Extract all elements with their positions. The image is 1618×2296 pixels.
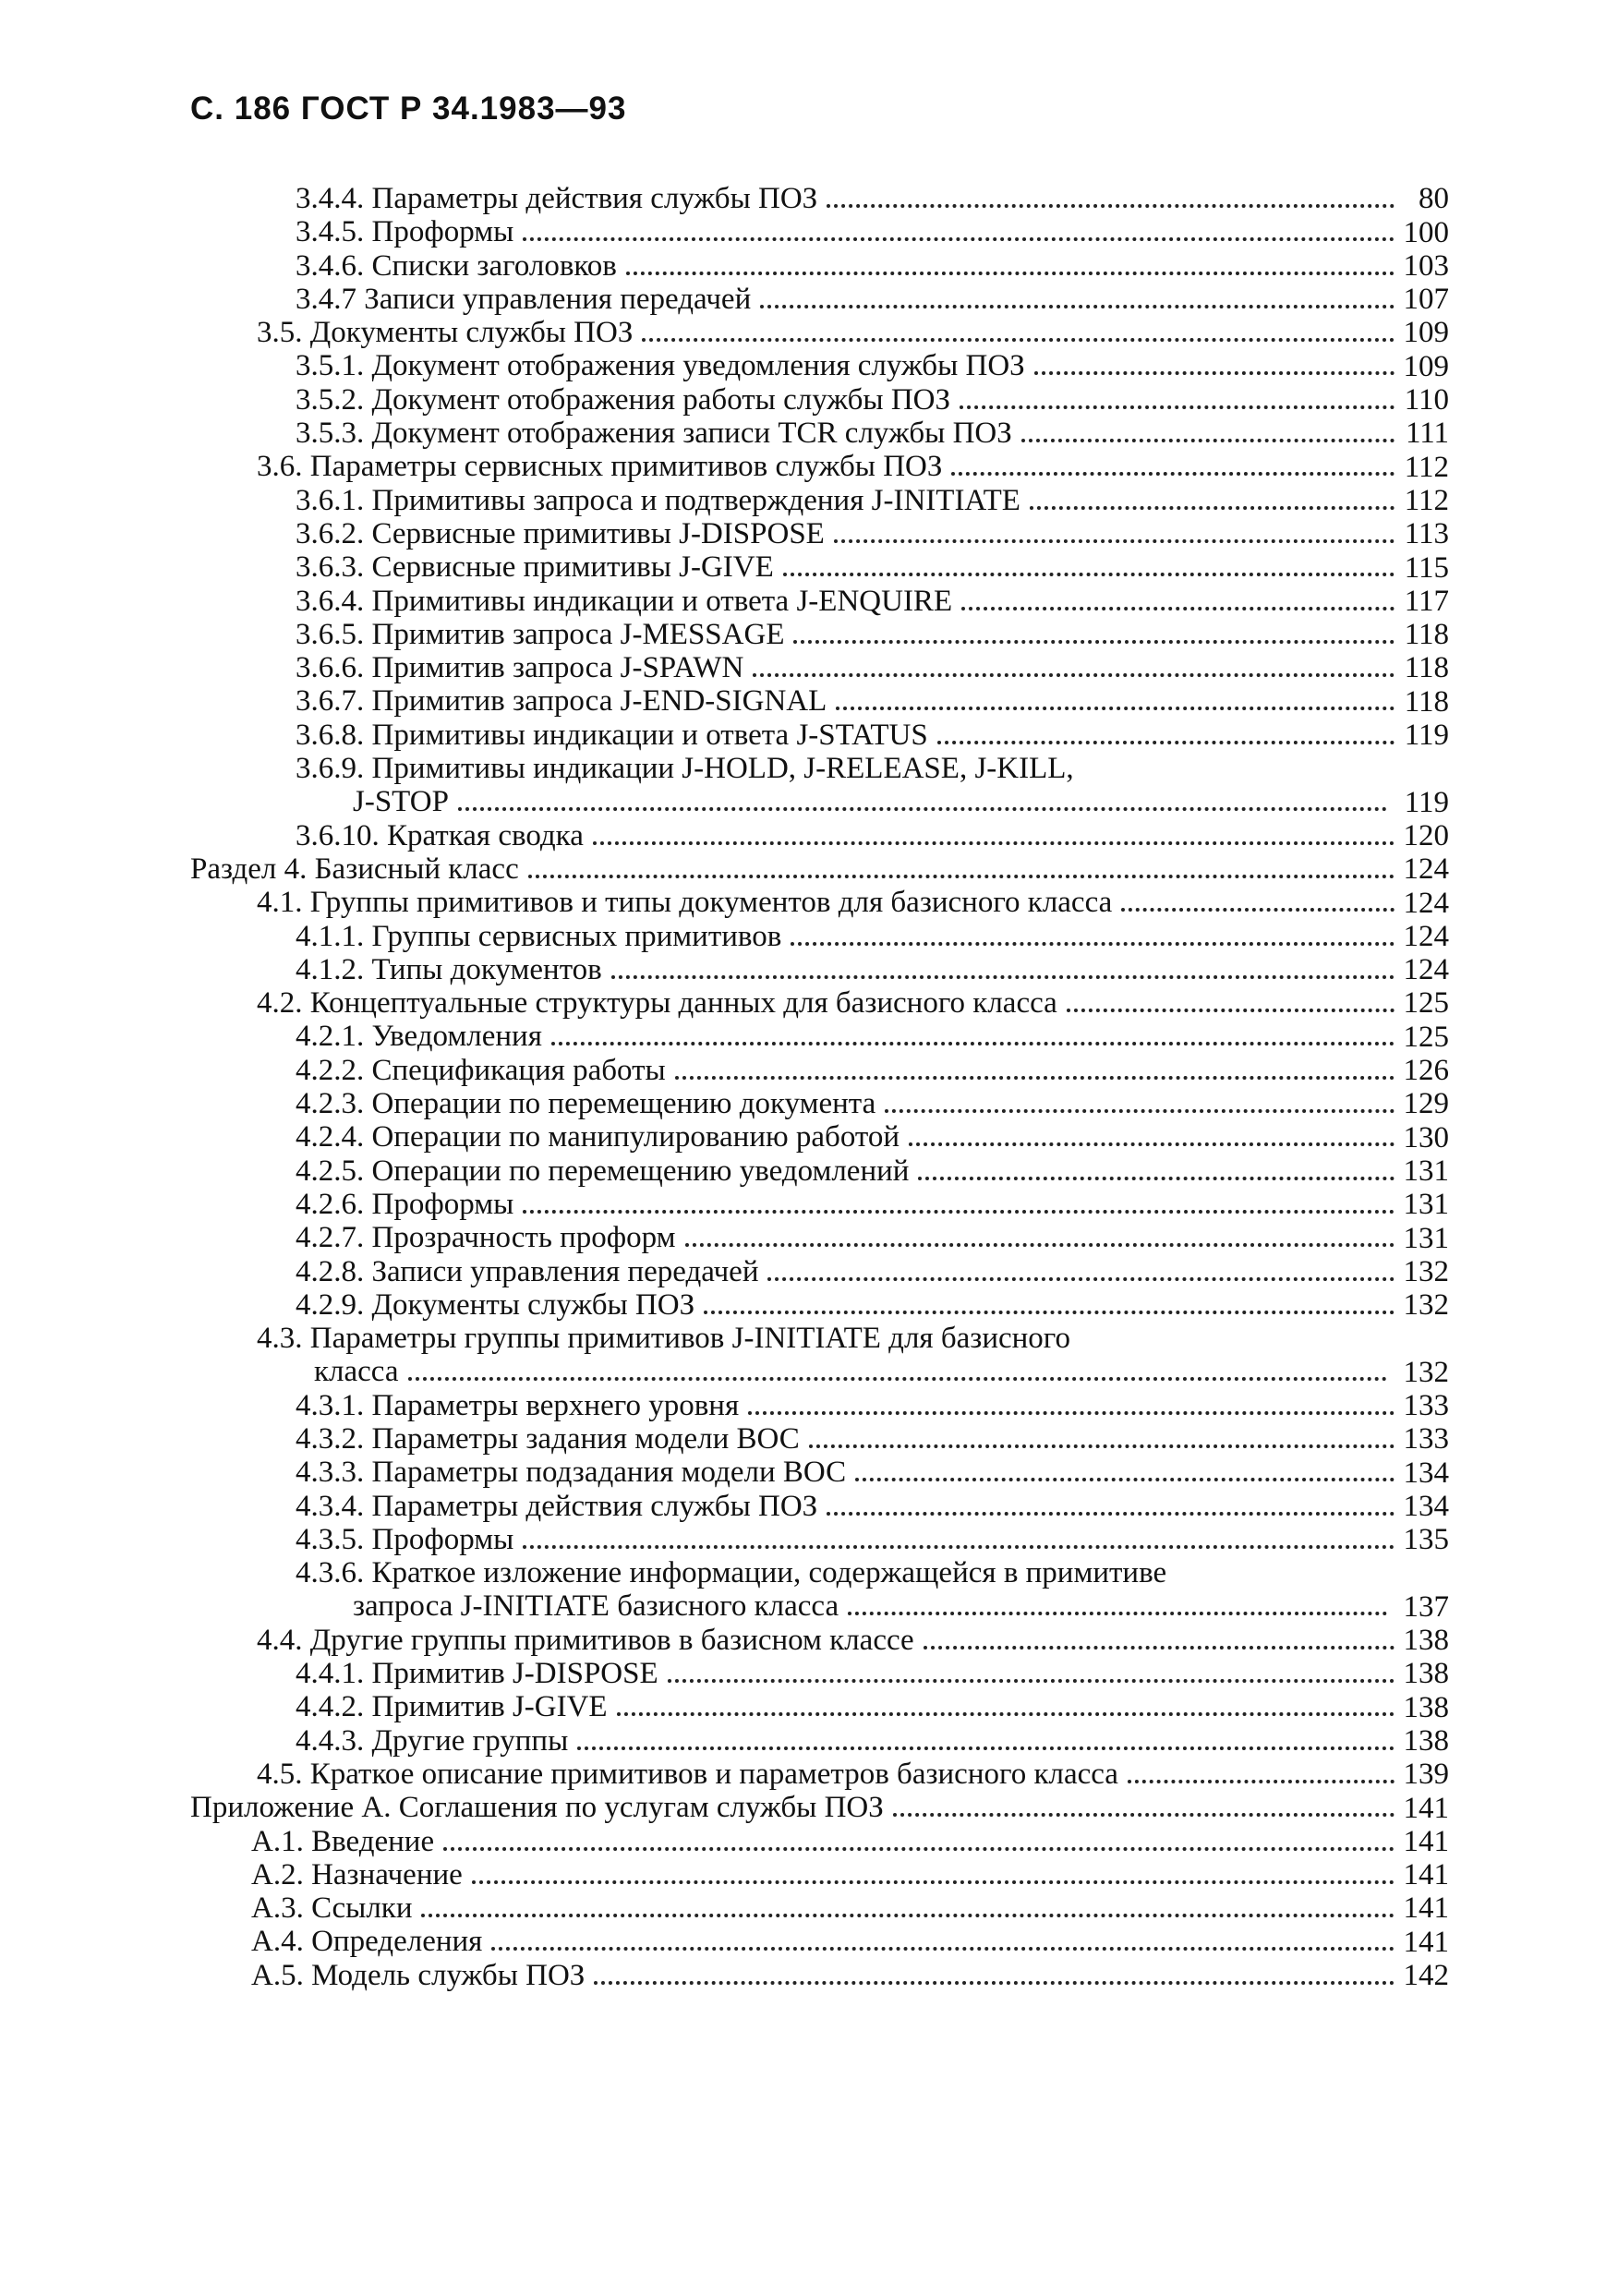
toc-entry-title: 4.2.5. Операции по перемещению уведомлений: [296, 1154, 910, 1188]
toc-entry[interactable]: [0, 1556, 1618, 1624]
toc-entry-title: 3.6.10. Краткая сводка: [296, 818, 584, 852]
dot-leader: [951, 472, 1395, 476]
toc-page-number: 132: [1403, 1288, 1449, 1323]
toc-entry-title: 4.4.3. Другие группы: [296, 1723, 569, 1758]
toc-entry[interactable]: [0, 618, 1618, 651]
toc-entry[interactable]: [0, 1858, 1618, 1891]
dot-leader: [834, 539, 1395, 543]
toc-page-number: 80: [1419, 182, 1449, 216]
dot-leader: [408, 1377, 1388, 1381]
dot-leader: [827, 1512, 1395, 1516]
dot-leader: [685, 1243, 1395, 1247]
toc-entry[interactable]: [0, 1120, 1618, 1154]
toc-entry-title-line2: запроса J-INITIATE базисного класса: [353, 1589, 839, 1624]
toc-entry-title: 4.4. Другие группы примитивов в базисном классе: [257, 1623, 914, 1657]
dot-leader: [791, 942, 1395, 946]
toc-entry[interactable]: [0, 1288, 1618, 1322]
toc-entry-title: 4.4.1. Примитив J-DISPOSE: [296, 1657, 658, 1691]
dot-leader: [528, 875, 1395, 878]
toc-entry[interactable]: [0, 684, 1618, 718]
dot-leader: [458, 807, 1387, 811]
toc-entry-title: 3.4.5. Проформы: [296, 215, 514, 249]
dot-leader: [626, 272, 1395, 275]
toc-entry[interactable]: [0, 283, 1618, 316]
toc-page-number: 124: [1403, 886, 1449, 920]
toc-page-number: 129: [1403, 1087, 1449, 1121]
dot-leader: [753, 673, 1395, 677]
toc-entry[interactable]: [0, 719, 1618, 752]
toc-entry[interactable]: [0, 886, 1618, 919]
dot-leader: [443, 1847, 1395, 1851]
toc-page-number: 138: [1403, 1690, 1449, 1724]
toc-entry-title: 4.2.2. Спецификация работы: [296, 1053, 666, 1087]
toc-entry[interactable]: [0, 1959, 1618, 1992]
toc-entry[interactable]: [0, 383, 1618, 417]
toc-page-number: 118: [1404, 651, 1449, 685]
toc-entry-title-line1: 3.6.9. Примитивы индикации J-HOLD, J-RELEASE, J-KILL,: [296, 752, 1074, 786]
toc-page-number: 134: [1403, 1489, 1449, 1523]
dot-leader: [668, 1679, 1395, 1683]
toc-entry[interactable]: [0, 1188, 1618, 1221]
toc-entry-title: 4.2. Концептуальные структуры данных для базисного класса: [257, 986, 1057, 1021]
toc-page-number: 103: [1403, 248, 1449, 283]
toc-page-number: 111: [1405, 417, 1449, 451]
toc-page-number: 118: [1404, 684, 1449, 719]
toc-entry-title: 3.5.2. Документ отображения работы службы ПОЗ: [296, 382, 951, 417]
toc-entry-title: 4.3.1. Параметры верхнего уровня: [296, 1388, 740, 1422]
toc-page-number: 110: [1404, 383, 1449, 417]
toc-entry[interactable]: [0, 953, 1618, 986]
page-header: С. 186 ГОСТ Р 34.1983—93: [190, 91, 627, 127]
toc-page-number: 119: [1404, 719, 1449, 753]
dot-leader: [836, 707, 1395, 710]
toc-entry-title: 4.3.2. Параметры задания модели ВОС: [296, 1421, 800, 1456]
toc-page-number: 138: [1403, 1624, 1449, 1658]
toc-page-number: 133: [1403, 1422, 1449, 1456]
toc-entry-title: 4.2.7. Прозрачность проформ: [296, 1221, 676, 1255]
toc-page-number: 138: [1403, 1723, 1449, 1758]
toc-entry[interactable]: [0, 651, 1618, 684]
toc-entry[interactable]: [0, 517, 1618, 550]
dot-leader: [1034, 371, 1395, 375]
toc-entry-title: 3.5. Документы службы ПОЗ: [257, 316, 634, 350]
toc-entry[interactable]: [0, 1758, 1618, 1791]
toc-page-number: 115: [1404, 550, 1449, 585]
toc-entry-title: А.3. Ссылки: [251, 1891, 413, 1926]
toc-entry-title: 4.2.4. Операции по манипулированию работой: [296, 1120, 900, 1154]
dot-leader: [523, 1210, 1395, 1214]
toc-page-number: 132: [1403, 1254, 1449, 1288]
toc-entry[interactable]: [0, 249, 1618, 283]
toc-page-number: 109: [1403, 316, 1449, 350]
toc-entry-title: 4.5. Краткое описание примитивов и параметров базисного класса: [257, 1757, 1118, 1791]
dot-leader: [960, 405, 1395, 409]
dot-leader: [1067, 1009, 1395, 1012]
toc-entry-title: 3.6.1. Примитивы запроса и подтверждения J-INITIATE: [296, 483, 1020, 517]
toc-entry-title: 4.2.6. Проформы: [296, 1187, 514, 1221]
toc-entry-title: А.4. Определения: [251, 1925, 483, 1959]
toc-entry[interactable]: [0, 1020, 1618, 1053]
toc-page-number: 142: [1403, 1959, 1449, 1993]
toc-page-number: 141: [1403, 1824, 1449, 1858]
dot-leader: [783, 573, 1395, 576]
dot-leader: [472, 1880, 1395, 1884]
dot-leader: [848, 1612, 1387, 1615]
dot-leader: [611, 975, 1395, 979]
dot-leader: [593, 841, 1395, 845]
dot-leader: [760, 305, 1395, 308]
toc-entry[interactable]: [0, 1624, 1618, 1657]
toc-page-number: 112: [1404, 450, 1449, 484]
toc-page-number: 141: [1403, 1858, 1449, 1892]
toc-entry-title: 4.2.9. Документы службы ПОЗ: [296, 1287, 695, 1322]
dot-leader: [1128, 1780, 1395, 1783]
dot-leader: [594, 1981, 1395, 1985]
toc-page-number: 131: [1403, 1154, 1449, 1188]
toc-entry[interactable]: [0, 1791, 1618, 1824]
toc-entry-title: 3.4.7 Записи управления передачей: [296, 282, 752, 316]
toc-page-number: 132: [1403, 1355, 1449, 1389]
toc-page-number: 107: [1403, 283, 1449, 317]
toc-entry-title-line2: класса: [314, 1355, 399, 1389]
toc-entry[interactable]: [0, 1389, 1618, 1422]
toc-entry-title: 3.4.6. Списки заголовков: [296, 248, 617, 283]
toc-entry[interactable]: [0, 349, 1618, 382]
dot-leader: [491, 1947, 1395, 1951]
toc-entry-title: А.2. Назначение: [251, 1857, 463, 1891]
table-of-contents: [0, 182, 1618, 1992]
toc-entry[interactable]: [0, 417, 1618, 450]
dot-leader: [793, 640, 1395, 644]
toc-entry-title: 4.3.3. Параметры подзадания модели ВОС: [296, 1456, 847, 1490]
toc-entry[interactable]: [0, 484, 1618, 517]
toc-entry-title: 4.1.2. Типы документов: [296, 952, 602, 986]
toc-entry[interactable]: [0, 1724, 1618, 1758]
toc-entry-title: 4.2.3. Операции по перемещению документа: [296, 1087, 876, 1121]
toc-entry-title: 3.5.1. Документ отображения уведомления службы ПОЗ: [296, 349, 1025, 383]
dot-leader: [909, 1142, 1395, 1146]
toc-page-number: 120: [1403, 818, 1449, 852]
dot-leader: [551, 1042, 1395, 1045]
toc-entry-title: 4.2.8. Записи управления передачей: [296, 1254, 759, 1288]
toc-entry-title-line1: 4.3. Параметры группы примитивов J-INITIATE для базисного: [257, 1322, 1070, 1356]
toc-entry-title: 3.6.4. Примитивы индикации и ответа J-ENQUIRE: [296, 584, 953, 618]
dot-leader: [617, 1712, 1395, 1716]
dot-leader: [918, 1177, 1395, 1180]
toc-entry[interactable]: [0, 316, 1618, 349]
toc-page-number: 130: [1403, 1120, 1449, 1154]
toc-page-number: 131: [1403, 1221, 1449, 1255]
dot-leader: [748, 1411, 1395, 1415]
dot-leader: [767, 1277, 1395, 1281]
dot-leader: [885, 1109, 1395, 1113]
toc-entry[interactable]: [0, 1422, 1618, 1456]
toc-page-number: 133: [1403, 1388, 1449, 1422]
toc-page-number: 124: [1403, 953, 1449, 987]
toc-page-number: 113: [1404, 517, 1449, 551]
toc-page-number: 100: [1403, 215, 1449, 249]
toc-page-number: 135: [1403, 1523, 1449, 1557]
dot-leader: [893, 1813, 1395, 1817]
toc-entry[interactable]: [0, 1523, 1618, 1556]
toc-page-number: 141: [1403, 1791, 1449, 1825]
toc-entry-title: 4.4.2. Примитив J-GIVE: [296, 1690, 608, 1724]
dot-leader: [924, 1646, 1395, 1649]
toc-entry[interactable]: [0, 986, 1618, 1020]
toc-entry[interactable]: [0, 920, 1618, 953]
dot-leader: [937, 741, 1395, 744]
toc-page-number: 131: [1403, 1188, 1449, 1222]
toc-entry[interactable]: [0, 1221, 1618, 1254]
toc-entry-title: 4.2.1. Уведомления: [296, 1020, 542, 1054]
toc-entry-title: 3.6.7. Примитив запроса J-END-SIGNAL: [296, 684, 827, 719]
toc-entry-title: А.5. Модель службы ПОЗ: [251, 1958, 586, 1992]
toc-entry[interactable]: [0, 819, 1618, 852]
toc-page-number: 119: [1404, 785, 1449, 819]
toc-entry[interactable]: [0, 1154, 1618, 1188]
toc-entry[interactable]: [0, 585, 1618, 618]
toc-entry[interactable]: [0, 1087, 1618, 1120]
toc-page-number: 137: [1403, 1589, 1449, 1624]
toc-page-number: 125: [1403, 1020, 1449, 1054]
toc-page-number: 124: [1403, 852, 1449, 887]
dot-leader: [809, 1444, 1395, 1448]
toc-entry[interactable]: [0, 1456, 1618, 1489]
dot-leader: [675, 1076, 1395, 1080]
toc-page-number: 124: [1403, 919, 1449, 953]
toc-entry[interactable]: [0, 1891, 1618, 1925]
dot-leader: [1121, 908, 1395, 912]
toc-entry-title: 3.4.4. Параметры действия службы ПОЗ: [296, 182, 818, 215]
toc-page-number: 138: [1403, 1657, 1449, 1691]
toc-entry[interactable]: [0, 1255, 1618, 1288]
toc-entry-title: 3.6.8. Примитивы индикации и ответа J-STATUS: [296, 718, 928, 752]
toc-entry-title: 3.5.3. Документ отображения записи TCR службы ПОЗ: [296, 417, 1012, 451]
dot-leader: [1030, 506, 1395, 510]
toc-entry-title: 4.3.5. Проформы: [296, 1522, 514, 1556]
toc-page-number: 125: [1403, 986, 1449, 1021]
toc-page-number: 141: [1403, 1925, 1449, 1959]
toc-page-number: 112: [1404, 483, 1449, 517]
toc-entry-title-line2: J-STOP: [353, 785, 449, 819]
dot-leader: [855, 1478, 1395, 1481]
dot-leader: [523, 1545, 1395, 1549]
toc-entry-title: Раздел 4. Базисный класс: [190, 852, 519, 886]
dot-leader: [642, 338, 1395, 342]
dot-leader: [827, 204, 1395, 208]
toc-entry-title: 4.3.4. Параметры действия службы ПОЗ: [296, 1489, 818, 1523]
toc-entry[interactable]: [0, 1925, 1618, 1958]
toc-entry-title: Приложение А. Соглашения по услугам службы ПОЗ: [190, 1791, 884, 1825]
toc-entry[interactable]: [0, 1054, 1618, 1087]
dot-leader: [421, 1914, 1395, 1917]
toc-entry-title: 3.6.3. Сервисные примитивы J-GIVE: [296, 550, 774, 585]
dot-leader: [704, 1311, 1395, 1314]
dot-leader: [523, 237, 1395, 241]
toc-entry-title-line1: 4.3.6. Краткое изложение информации, содержащейся в примитиве: [296, 1556, 1167, 1590]
toc-entry-title: 4.1.1. Группы сервисных примитивов: [296, 919, 782, 953]
toc-page-number: 109: [1403, 349, 1449, 383]
toc-entry[interactable]: [0, 752, 1618, 819]
toc-entry[interactable]: [0, 450, 1618, 483]
toc-entry[interactable]: [0, 215, 1618, 248]
toc-entry[interactable]: [0, 852, 1618, 886]
dot-leader: [961, 607, 1395, 610]
toc-entry[interactable]: [0, 1322, 1618, 1389]
toc-entry[interactable]: [0, 550, 1618, 584]
toc-page-number: 117: [1404, 584, 1449, 618]
toc-page-number: 141: [1403, 1891, 1449, 1926]
dot-leader: [1021, 439, 1395, 442]
toc-entry-title: 3.6.2. Сервисные примитивы J-DISPOSE: [296, 516, 825, 550]
toc-entry-title: 4.1. Группы примитивов и типы документов для базисного класса: [257, 886, 1113, 920]
toc-page-number: 118: [1404, 618, 1449, 652]
toc-page-number: 139: [1403, 1758, 1449, 1792]
toc-page-number: 126: [1403, 1054, 1449, 1088]
toc-entry[interactable]: [0, 1490, 1618, 1523]
toc-entry[interactable]: [0, 182, 1618, 215]
toc-entry[interactable]: [0, 1825, 1618, 1858]
toc-entry-title: 3.6.6. Примитив запроса J-SPAWN: [296, 651, 744, 685]
toc-entry-title: 3.6. Параметры сервисных примитивов службы ПОЗ: [257, 450, 943, 484]
dot-leader: [577, 1746, 1395, 1750]
toc-entry[interactable]: [0, 1690, 1618, 1723]
toc-page-number: 134: [1403, 1456, 1449, 1490]
toc-entry[interactable]: [0, 1657, 1618, 1690]
toc-entry-title: 3.6.5. Примитив запроса J-MESSAGE: [296, 617, 785, 651]
toc-entry-title: А.1. Введение: [251, 1824, 435, 1858]
